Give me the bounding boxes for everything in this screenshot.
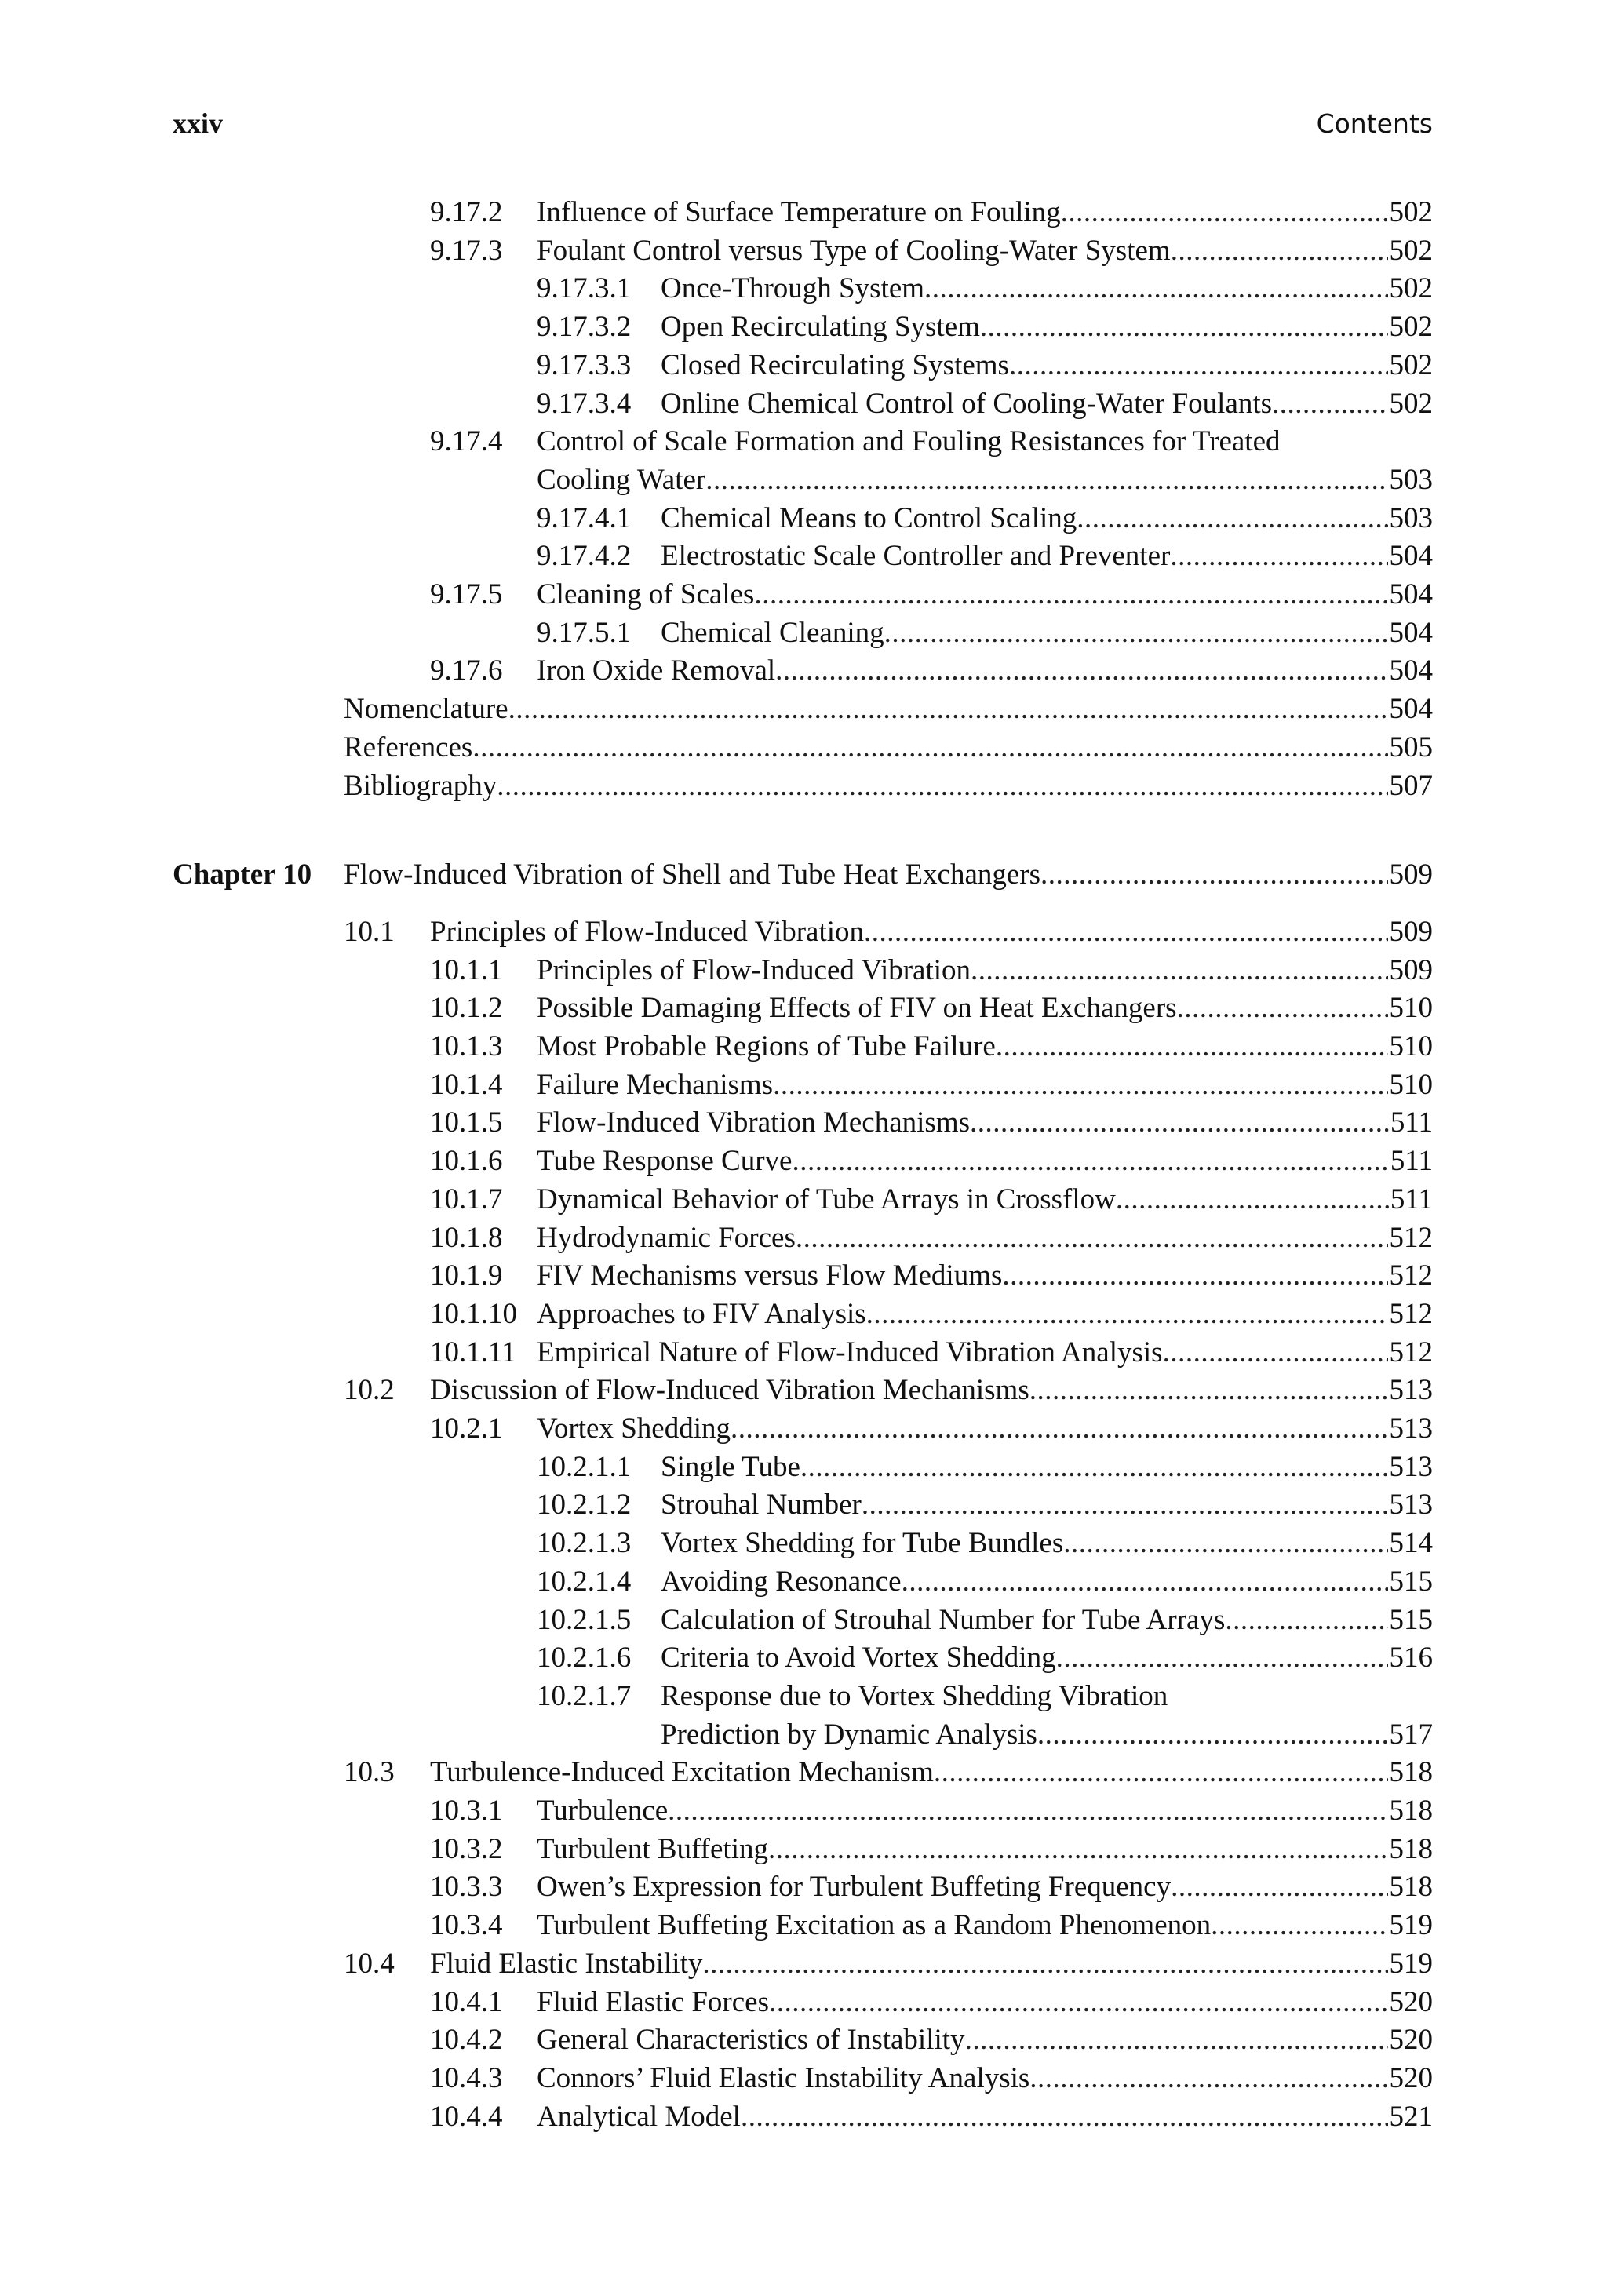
toc-entry-page: 504 bbox=[1389, 693, 1433, 726]
toc-entry-page: 515 bbox=[1389, 1603, 1433, 1636]
toc-entry[interactable] bbox=[0, 1181, 1607, 1219]
dot-leader bbox=[1272, 385, 1387, 423]
toc-entry-title: Nomenclature bbox=[344, 693, 508, 726]
dot-leader bbox=[1061, 194, 1388, 231]
toc-entry[interactable] bbox=[0, 1219, 1607, 1257]
toc-entry-number: 9.17.6 bbox=[430, 654, 503, 687]
toc-entry[interactable] bbox=[0, 1754, 1607, 1791]
dot-leader bbox=[792, 1143, 1388, 1180]
toc-entry[interactable] bbox=[0, 385, 1607, 423]
toc-entry-title: Open Recirculating System bbox=[661, 311, 980, 344]
toc-entry-leader bbox=[537, 1907, 1433, 1944]
toc-entry[interactable] bbox=[0, 767, 1607, 805]
toc-entry-leader bbox=[537, 2098, 1433, 2136]
toc-entry[interactable] bbox=[0, 270, 1607, 308]
dot-leader bbox=[902, 1563, 1388, 1601]
toc-entry[interactable] bbox=[0, 1296, 1607, 1333]
dot-leader bbox=[1077, 500, 1387, 538]
toc-entry-page: 504 bbox=[1389, 578, 1433, 610]
toc-entry-leader bbox=[661, 538, 1433, 575]
toc-entry[interactable] bbox=[0, 1716, 1607, 1754]
toc-entry[interactable] bbox=[0, 1372, 1607, 1409]
toc-entry-title: Turbulent Buffeting Excitation as a Random Phenomenon bbox=[537, 1909, 1212, 1942]
toc-entry-leader bbox=[537, 952, 1433, 989]
toc-entry-leader bbox=[430, 1945, 1433, 1983]
toc-entry-leader bbox=[537, 1792, 1433, 1830]
dot-leader bbox=[1029, 2060, 1387, 2097]
toc-entry-title: Once-Through System bbox=[661, 272, 925, 305]
toc-entry-title: Dynamical Behavior of Tube Arrays in Crossflow bbox=[537, 1183, 1116, 1215]
toc-entry-page: 517 bbox=[1389, 1718, 1433, 1751]
toc-entry[interactable] bbox=[0, 1143, 1607, 1180]
toc-entry-title: Closed Recirculating Systems bbox=[661, 348, 1009, 381]
toc-entry-leader bbox=[537, 1868, 1433, 1906]
toc-entry[interactable] bbox=[0, 1525, 1607, 1562]
toc-entry-number: 9.17.3.2 bbox=[537, 311, 632, 344]
toc-entry-title: Cleaning of Scales bbox=[537, 578, 755, 610]
toc-entry-leader bbox=[537, 1219, 1433, 1257]
toc-entry-page: 509 bbox=[1389, 915, 1433, 948]
toc-entry-page: 512 bbox=[1389, 1336, 1433, 1368]
dot-leader bbox=[1171, 232, 1388, 270]
dot-leader bbox=[1171, 1868, 1387, 1906]
toc-entry[interactable] bbox=[0, 1792, 1607, 1830]
toc-entry-page: 520 bbox=[1389, 2024, 1433, 2057]
dot-leader bbox=[668, 1792, 1387, 1830]
toc-entry-number: 10.2.1 bbox=[430, 1412, 503, 1445]
toc-entry[interactable] bbox=[0, 2098, 1607, 2136]
dot-leader bbox=[864, 913, 1387, 951]
toc-entry-leader bbox=[661, 1678, 1433, 1715]
toc-entry-number: 10.4.3 bbox=[430, 2061, 503, 2094]
dot-leader bbox=[965, 2021, 1388, 2059]
toc-entry-number: 10.1.1 bbox=[430, 953, 503, 986]
toc-entry-title: Flow-Induced Vibration of Shell and Tube Heat Exchangers bbox=[344, 858, 1041, 891]
toc-entry-page: 518 bbox=[1389, 1795, 1433, 1827]
toc-entry-leader bbox=[661, 500, 1433, 538]
toc-entry-leader bbox=[661, 1486, 1433, 1524]
toc-entry-leader bbox=[430, 1372, 1433, 1409]
toc-entry-number: 10.4 bbox=[344, 1947, 395, 1980]
toc-entry-page: 512 bbox=[1389, 1297, 1433, 1330]
toc-chapter-label: Chapter 10 bbox=[173, 858, 312, 891]
toc-entry-leader bbox=[661, 347, 1433, 384]
toc-entry-title: Vortex Shedding for Tube Bundles bbox=[661, 1527, 1064, 1560]
toc-entry-page: 504 bbox=[1389, 616, 1433, 649]
toc-entry-number: 9.17.3.4 bbox=[537, 387, 632, 420]
toc-entry-leader bbox=[661, 1449, 1433, 1486]
toc-entry-page: 503 bbox=[1389, 463, 1433, 496]
toc-entry-page: 518 bbox=[1389, 1871, 1433, 1904]
toc-entry-title: Calculation of Strouhal Number for Tube Arrays bbox=[661, 1603, 1226, 1636]
dot-leader bbox=[971, 952, 1387, 989]
toc-entry-number: 10.1.5 bbox=[430, 1106, 503, 1139]
toc-entry[interactable] bbox=[0, 1257, 1607, 1295]
toc-entry-page: 511 bbox=[1390, 1145, 1433, 1178]
toc-entry-leader bbox=[537, 1257, 1433, 1295]
toc-entry[interactable] bbox=[0, 1449, 1607, 1486]
toc-entry[interactable] bbox=[0, 1334, 1607, 1372]
toc-entry[interactable] bbox=[0, 691, 1607, 728]
toc-entry-number: 10.3.1 bbox=[430, 1795, 503, 1827]
dot-leader bbox=[1116, 1181, 1389, 1219]
toc-entry-title: General Characteristics of Instability bbox=[537, 2024, 965, 2057]
dot-leader bbox=[884, 614, 1388, 652]
toc-entry-page: 502 bbox=[1389, 348, 1433, 381]
toc-entry-number: 10.2.1.7 bbox=[537, 1679, 632, 1712]
toc-entry-page: 518 bbox=[1389, 1756, 1433, 1789]
toc-entry[interactable] bbox=[0, 1486, 1607, 1524]
dot-leader bbox=[1040, 856, 1387, 894]
dot-leader bbox=[754, 576, 1387, 614]
toc-entry-page: 503 bbox=[1389, 501, 1433, 534]
toc-entry-title: Most Probable Regions of Tube Failure bbox=[537, 1030, 996, 1062]
toc-entry-title: Empirical Nature of Flow-Induced Vibration Analysis bbox=[537, 1336, 1163, 1368]
toc-entry-page: 511 bbox=[1390, 1106, 1433, 1139]
toc-entry-page: 518 bbox=[1389, 1832, 1433, 1865]
toc-entry-page: 513 bbox=[1389, 1489, 1433, 1522]
dot-leader bbox=[800, 1449, 1388, 1486]
toc-entry-number: 10.3.3 bbox=[430, 1871, 503, 1904]
toc-entry-leader bbox=[537, 1984, 1433, 2021]
toc-entry-leader bbox=[537, 1028, 1433, 1066]
toc-entry-page: 520 bbox=[1389, 2061, 1433, 2094]
dot-leader bbox=[769, 1984, 1388, 2021]
toc-entry-number: 9.17.5 bbox=[430, 578, 503, 610]
toc-entry-number: 10.1.7 bbox=[430, 1183, 503, 1215]
toc-entry-number: 10.1.6 bbox=[430, 1145, 503, 1178]
toc-entry-number: 9.17.4 bbox=[430, 425, 503, 458]
toc-entry-title: Response due to Vortex Shedding Vibration bbox=[661, 1679, 1168, 1712]
toc-entry-number: 10.1.3 bbox=[430, 1030, 503, 1062]
toc-entry-leader bbox=[661, 1563, 1433, 1601]
toc-entry-title: Criteria to Avoid Vortex Shedding bbox=[661, 1642, 1056, 1675]
toc-entry-title: Possible Damaging Effects of FIV on Heat Exchangers bbox=[537, 992, 1177, 1025]
toc-entry-number: 10.3.4 bbox=[430, 1909, 503, 1942]
toc-entry-number: 10.1.10 bbox=[430, 1297, 517, 1330]
dot-leader bbox=[702, 1945, 1387, 1983]
toc-entry-page: 513 bbox=[1389, 1450, 1433, 1483]
toc-entry-title: Flow-Induced Vibration Mechanisms bbox=[537, 1106, 971, 1139]
toc-entry-number: 10.2.1.6 bbox=[537, 1642, 632, 1675]
toc-entry-title: Tube Response Curve bbox=[537, 1145, 793, 1178]
toc-entry[interactable] bbox=[0, 1563, 1607, 1601]
toc-entry-title: Principles of Flow-Induced Vibration bbox=[430, 915, 865, 948]
toc-entry-leader bbox=[661, 308, 1433, 346]
toc-entry-leader bbox=[661, 1525, 1433, 1562]
toc-entry[interactable] bbox=[0, 652, 1607, 690]
toc-entry-page: 510 bbox=[1389, 1030, 1433, 1062]
toc-entry-number: 10.2.1.2 bbox=[537, 1489, 632, 1522]
toc-entry[interactable] bbox=[0, 989, 1607, 1027]
toc-entry[interactable] bbox=[0, 1678, 1607, 1715]
toc-entry-number: 9.17.3.3 bbox=[537, 348, 632, 381]
toc-entry-number: 10.1.2 bbox=[430, 992, 503, 1025]
toc-entry-title: Turbulence-Induced Excitation Mechanism bbox=[430, 1756, 934, 1789]
toc-entry-page: 502 bbox=[1389, 234, 1433, 267]
dot-leader bbox=[1177, 989, 1388, 1027]
toc-entry-number: 9.17.4.2 bbox=[537, 540, 632, 573]
toc-entry-title: Analytical Model bbox=[537, 2100, 741, 2133]
toc-entry-title: Foulant Control versus Type of Cooling-Water System bbox=[537, 234, 1171, 267]
toc-entry-title: Control of Scale Formation and Fouling Resistances for Treated bbox=[537, 425, 1281, 458]
toc-entry-page: 514 bbox=[1389, 1527, 1433, 1560]
toc-entry-number: 10.4.4 bbox=[430, 2100, 503, 2133]
toc-entry-title: Owen’s Expression for Turbulent Buffeting Frequency bbox=[537, 1871, 1172, 1904]
dot-leader bbox=[497, 767, 1387, 805]
toc-entry[interactable] bbox=[0, 1639, 1607, 1677]
toc-chapter-entry[interactable] bbox=[0, 856, 1607, 894]
toc-entry[interactable] bbox=[0, 1831, 1607, 1868]
toc-entry-page: 505 bbox=[1389, 731, 1433, 764]
toc-entry-page: 510 bbox=[1389, 1068, 1433, 1101]
toc-entry[interactable] bbox=[0, 614, 1607, 652]
toc-entry-leader bbox=[537, 1181, 1433, 1219]
toc-entry-number: 9.17.5.1 bbox=[537, 616, 632, 649]
toc-entry-title: FIV Mechanisms versus Flow Mediums bbox=[537, 1259, 1003, 1292]
toc-entry-leader bbox=[661, 614, 1433, 652]
dot-leader bbox=[866, 1296, 1388, 1333]
toc-entry-page: 513 bbox=[1389, 1412, 1433, 1445]
dot-leader bbox=[773, 1066, 1387, 1104]
page-number: xxiv bbox=[173, 108, 224, 139]
toc-entry-title: Bibliography bbox=[344, 769, 497, 802]
toc-entry-title: Discussion of Flow-Induced Vibration Mechanisms bbox=[430, 1374, 1029, 1407]
toc-entry[interactable] bbox=[0, 1868, 1607, 1906]
toc-entry-title: Strouhal Number bbox=[661, 1489, 862, 1522]
toc-entry-page: 521 bbox=[1389, 2100, 1433, 2133]
toc-entry-number: 9.17.4.1 bbox=[537, 501, 632, 534]
toc-entry-number: 10.2.1.4 bbox=[537, 1565, 632, 1598]
toc-entry[interactable] bbox=[0, 308, 1607, 346]
toc-entry-title: Fluid Elastic Instability bbox=[430, 1947, 703, 1980]
toc-entry-title: Turbulence bbox=[537, 1795, 669, 1827]
toc-entry-page: 504 bbox=[1389, 540, 1433, 573]
toc-entry[interactable] bbox=[0, 1410, 1607, 1448]
toc-entry-title: Principles of Flow-Induced Vibration bbox=[537, 953, 971, 986]
dot-leader bbox=[862, 1486, 1388, 1524]
toc-entry-leader bbox=[537, 2021, 1433, 2059]
toc-entry-title: Turbulent Buffeting bbox=[537, 1832, 768, 1865]
toc-entry-page: 502 bbox=[1389, 196, 1433, 228]
toc-entry-leader bbox=[537, 1831, 1433, 1868]
toc-entry[interactable] bbox=[0, 1907, 1607, 1944]
toc-entry-title: Prediction by Dynamic Analysis bbox=[661, 1718, 1037, 1751]
toc-entry-leader bbox=[537, 232, 1433, 270]
toc-entry-page: 520 bbox=[1389, 1985, 1433, 2018]
dot-leader bbox=[1002, 1257, 1387, 1295]
toc-entry-page: 516 bbox=[1389, 1642, 1433, 1675]
toc-entry-leader bbox=[537, 1334, 1433, 1372]
dot-leader bbox=[924, 270, 1387, 308]
toc-entry-leader bbox=[537, 576, 1433, 614]
toc-entry-title: Single Tube bbox=[661, 1450, 800, 1483]
toc-entry[interactable] bbox=[0, 2060, 1607, 2097]
toc-entry-title: Chemical Means to Control Scaling bbox=[661, 501, 1077, 534]
toc-entry-leader bbox=[661, 1602, 1433, 1639]
toc-entry-number: 10.1.8 bbox=[430, 1221, 503, 1254]
toc-entry-leader bbox=[344, 729, 1433, 767]
toc-entry-number: 10.3 bbox=[344, 1756, 395, 1789]
dot-leader bbox=[1211, 1907, 1387, 1944]
toc-entry-title: Influence of Surface Temperature on Fouling bbox=[537, 196, 1061, 228]
running-title: Contents bbox=[1316, 108, 1433, 139]
toc-entry-page: 515 bbox=[1389, 1565, 1433, 1598]
toc-entry-number: 10.2.1.3 bbox=[537, 1527, 632, 1560]
dot-leader bbox=[741, 2098, 1388, 2136]
toc-entry-number: 9.17.3.1 bbox=[537, 272, 632, 305]
dot-leader bbox=[775, 652, 1387, 690]
toc-entry[interactable] bbox=[0, 347, 1607, 384]
toc-entry-page: 502 bbox=[1389, 272, 1433, 305]
dot-leader bbox=[1056, 1639, 1388, 1677]
dot-leader bbox=[768, 1831, 1388, 1868]
toc-entry-leader bbox=[661, 1639, 1433, 1677]
toc-entry[interactable] bbox=[0, 194, 1607, 231]
toc-entry-title: Hydrodynamic Forces bbox=[537, 1221, 796, 1254]
dot-leader bbox=[705, 461, 1387, 499]
toc-entry-title: Iron Oxide Removal bbox=[537, 654, 776, 687]
toc-entry-number: 9.17.2 bbox=[430, 196, 503, 228]
toc-entry-number: 10.1.4 bbox=[430, 1068, 503, 1101]
toc-entry[interactable] bbox=[0, 1028, 1607, 1066]
toc-entry-leader bbox=[344, 856, 1433, 894]
toc-entry[interactable] bbox=[0, 576, 1607, 614]
toc-entry-leader bbox=[344, 691, 1433, 728]
toc-entry-title: Cooling Water bbox=[537, 463, 706, 496]
toc-entry-leader bbox=[344, 767, 1433, 805]
toc-entry[interactable] bbox=[0, 1984, 1607, 2021]
dot-leader bbox=[970, 1104, 1389, 1142]
toc-entry-title: Connors’ Fluid Elastic Instability Analysis bbox=[537, 2061, 1030, 2094]
toc-entry-leader bbox=[537, 194, 1433, 231]
toc-entry-number: 10.2 bbox=[344, 1374, 395, 1407]
toc-entry-page: 513 bbox=[1389, 1374, 1433, 1407]
toc-entry-page: 512 bbox=[1389, 1259, 1433, 1292]
toc-entry-page: 512 bbox=[1389, 1221, 1433, 1254]
toc-entry-page: 507 bbox=[1389, 769, 1433, 802]
toc-entry[interactable] bbox=[0, 538, 1607, 575]
dot-leader bbox=[1225, 1602, 1387, 1639]
toc-entry-page: 509 bbox=[1389, 858, 1433, 891]
toc-entry-number: 10.1.11 bbox=[430, 1336, 516, 1368]
toc-entry[interactable] bbox=[0, 1066, 1607, 1104]
toc-entry-leader bbox=[537, 652, 1433, 690]
toc-entry[interactable] bbox=[0, 913, 1607, 951]
toc-entry-title: References bbox=[344, 731, 473, 764]
toc-entry-leader bbox=[430, 913, 1433, 951]
dot-leader bbox=[1037, 1716, 1388, 1754]
toc-entry-leader bbox=[537, 1410, 1433, 1448]
toc-entry-leader bbox=[537, 989, 1433, 1027]
toc-entry[interactable] bbox=[0, 1104, 1607, 1142]
toc-entry-leader bbox=[537, 461, 1433, 499]
toc-entry-page: 519 bbox=[1389, 1909, 1433, 1942]
toc-entry[interactable] bbox=[0, 1945, 1607, 1983]
toc-entry-leader bbox=[537, 2060, 1433, 2097]
toc-entry-leader bbox=[537, 1104, 1433, 1142]
toc-entry-number: 10.1.9 bbox=[430, 1259, 503, 1292]
toc-entry-page: 510 bbox=[1389, 992, 1433, 1025]
toc-entry-leader bbox=[661, 385, 1433, 423]
toc-entry-page: 502 bbox=[1389, 311, 1433, 344]
toc-entry-page: 502 bbox=[1389, 387, 1433, 420]
toc-entry-number: 10.3.2 bbox=[430, 1832, 503, 1865]
toc-entry-number: 10.2.1.1 bbox=[537, 1450, 632, 1483]
toc-entry[interactable] bbox=[0, 1602, 1607, 1639]
toc-entry[interactable] bbox=[0, 2021, 1607, 2059]
dot-leader bbox=[1009, 347, 1388, 384]
toc-entry-number: 10.2.1.5 bbox=[537, 1603, 632, 1636]
toc-entry-number: 10.4.1 bbox=[430, 1985, 503, 2018]
dot-leader bbox=[731, 1410, 1387, 1448]
running-head bbox=[173, 107, 1433, 148]
toc-entry-leader bbox=[537, 1143, 1433, 1180]
toc-entry-page: 504 bbox=[1389, 654, 1433, 687]
toc-entry-leader bbox=[537, 1066, 1433, 1104]
toc-entry-leader bbox=[537, 423, 1433, 461]
toc-entry-page: 511 bbox=[1390, 1183, 1433, 1215]
toc-entry-title: Vortex Shedding bbox=[537, 1412, 731, 1445]
toc-entry-leader bbox=[661, 1716, 1433, 1754]
toc-entry-title: Failure Mechanisms bbox=[537, 1068, 774, 1101]
dot-leader bbox=[1063, 1525, 1387, 1562]
dot-leader bbox=[1170, 538, 1387, 575]
toc-entry[interactable] bbox=[0, 952, 1607, 989]
toc-entry[interactable] bbox=[0, 729, 1607, 767]
toc-entry-page: 509 bbox=[1389, 953, 1433, 986]
toc-entry-title: Approaches to FIV Analysis bbox=[537, 1297, 866, 1330]
toc-entry-number: 10.1 bbox=[344, 915, 395, 948]
dot-leader bbox=[996, 1028, 1388, 1066]
dot-leader bbox=[1029, 1372, 1388, 1409]
toc-entry-title: Chemical Cleaning bbox=[661, 616, 884, 649]
toc-entry[interactable] bbox=[0, 423, 1607, 461]
toc-entry[interactable] bbox=[0, 461, 1607, 499]
toc-entry-title: Avoiding Resonance bbox=[661, 1565, 902, 1598]
dot-leader bbox=[508, 691, 1388, 728]
dot-leader bbox=[1163, 1334, 1388, 1372]
toc-entry[interactable] bbox=[0, 500, 1607, 538]
toc-entry-title: Electrostatic Scale Controller and Preventer bbox=[661, 540, 1171, 573]
toc-entry[interactable] bbox=[0, 232, 1607, 270]
toc-entry-number: 9.17.3 bbox=[430, 234, 503, 267]
dot-leader bbox=[796, 1219, 1388, 1257]
toc-entry-title: Online Chemical Control of Cooling-Water Foulants bbox=[661, 387, 1273, 420]
dot-leader bbox=[934, 1754, 1388, 1791]
toc-entry-number: 10.4.2 bbox=[430, 2024, 503, 2057]
toc-entry-leader bbox=[661, 270, 1433, 308]
toc-entry-leader bbox=[537, 1296, 1433, 1333]
toc-entry-title: Fluid Elastic Forces bbox=[537, 1985, 769, 2018]
toc-entry-page: 519 bbox=[1389, 1947, 1433, 1980]
dot-leader bbox=[472, 729, 1387, 767]
dot-leader bbox=[980, 308, 1388, 346]
toc-entry-leader bbox=[430, 1754, 1433, 1791]
